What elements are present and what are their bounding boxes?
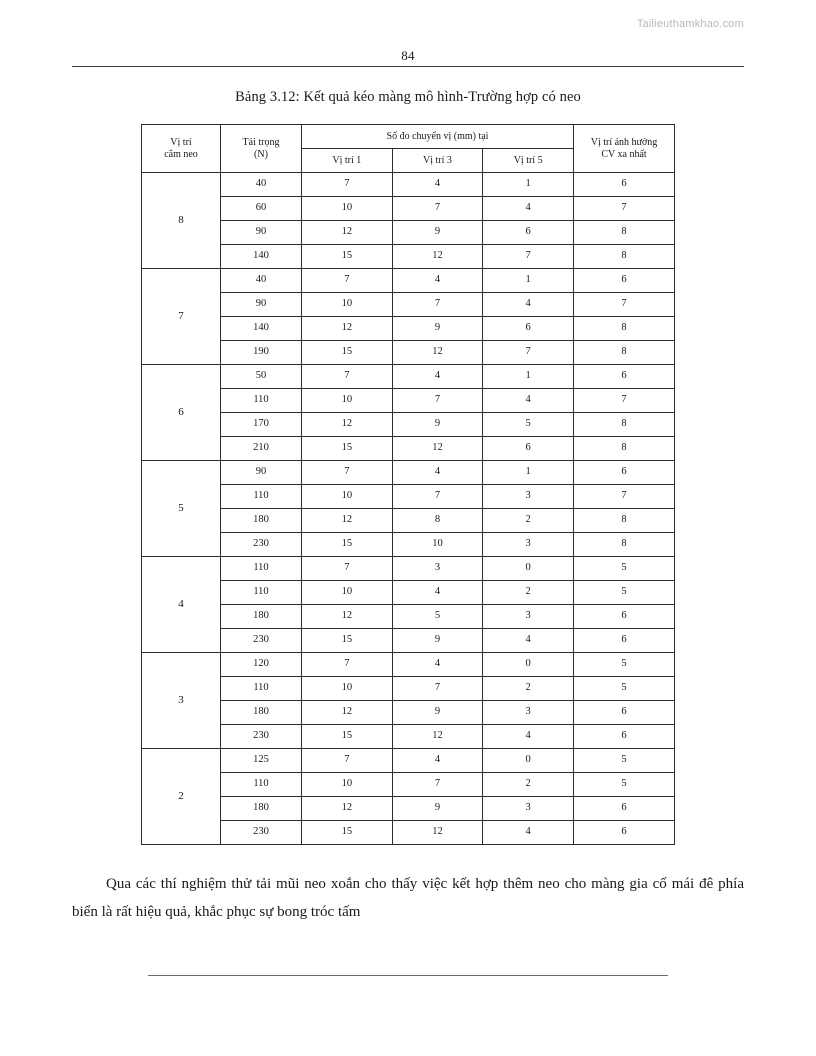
displacement-pos3-cell: 4 — [392, 269, 483, 293]
displacement-pos5-cell: 5 — [483, 413, 574, 437]
displacement-pos5-cell: 6 — [483, 437, 574, 461]
table-row — [142, 293, 675, 317]
displacement-pos1-cell: 7 — [302, 749, 393, 773]
load-cell: 110 — [221, 485, 302, 509]
farthest-influence-cell: 7 — [574, 485, 675, 509]
displacement-pos5-cell: 3 — [483, 797, 574, 821]
displacement-pos5-cell: 4 — [483, 197, 574, 221]
header-anchor-position-line1: Vị trí — [170, 137, 192, 148]
displacement-pos1-cell: 10 — [302, 581, 393, 605]
farthest-influence-cell: 6 — [574, 173, 675, 197]
displacement-pos5-cell: 3 — [483, 485, 574, 509]
table-row — [142, 317, 675, 341]
displacement-pos3-cell: 9 — [392, 317, 483, 341]
farthest-influence-cell: 6 — [574, 365, 675, 389]
header-anchor-position-line2: cắm neo — [164, 148, 198, 160]
displacement-pos3-cell: 9 — [392, 797, 483, 821]
anchor-position-cell: 8 — [142, 173, 221, 269]
displacement-pos3-cell: 7 — [392, 389, 483, 413]
displacement-pos5-cell: 3 — [483, 605, 574, 629]
farthest-influence-cell: 8 — [574, 509, 675, 533]
load-cell: 190 — [221, 341, 302, 365]
displacement-pos3-cell: 7 — [392, 677, 483, 701]
displacement-pos3-cell: 10 — [392, 533, 483, 557]
table-head — [142, 125, 675, 173]
displacement-pos1-cell: 10 — [302, 485, 393, 509]
displacement-pos3-cell: 7 — [392, 293, 483, 317]
table-row — [142, 749, 675, 773]
table-body — [142, 173, 675, 845]
header-load-line1: Tải trọng — [242, 137, 280, 148]
farthest-influence-cell: 8 — [574, 221, 675, 245]
watermark-text: Tailieuthamkhao.com — [636, 18, 744, 30]
displacement-pos3-cell: 3 — [392, 557, 483, 581]
header-anchor-position — [142, 125, 221, 173]
farthest-influence-cell: 5 — [574, 773, 675, 797]
displacement-pos3-cell: 8 — [392, 509, 483, 533]
header-position-1: Vị trí 1 — [302, 149, 393, 173]
displacement-pos1-cell: 12 — [302, 317, 393, 341]
table-caption: Bảng 3.12: Kết quả kéo màng mô hình-Trường hợp có neo — [235, 89, 581, 105]
header-position-3: Vị trí 3 — [392, 149, 483, 173]
table-row — [142, 221, 675, 245]
header-divider — [72, 66, 744, 67]
displacement-pos1-cell: 10 — [302, 677, 393, 701]
displacement-pos1-cell: 10 — [302, 293, 393, 317]
farthest-influence-cell: 6 — [574, 269, 675, 293]
load-cell: 40 — [221, 173, 302, 197]
farthest-influence-cell: 6 — [574, 797, 675, 821]
load-cell: 50 — [221, 365, 302, 389]
header-farthest-influence-line1: Vị trí ảnh hưởng — [590, 137, 658, 148]
farthest-influence-cell: 8 — [574, 245, 675, 269]
displacement-pos1-cell: 15 — [302, 533, 393, 557]
table-row — [142, 341, 675, 365]
displacement-pos5-cell: 4 — [483, 629, 574, 653]
displacement-pos5-cell: 2 — [483, 509, 574, 533]
farthest-influence-cell: 6 — [574, 701, 675, 725]
displacement-pos1-cell: 10 — [302, 773, 393, 797]
table-row — [142, 437, 675, 461]
load-cell: 90 — [221, 293, 302, 317]
displacement-pos3-cell: 12 — [392, 821, 483, 845]
farthest-influence-cell: 6 — [574, 821, 675, 845]
table-row — [142, 725, 675, 749]
displacement-pos1-cell: 12 — [302, 221, 393, 245]
displacement-pos5-cell: 1 — [483, 173, 574, 197]
header-farthest-influence — [574, 125, 675, 173]
displacement-pos3-cell: 9 — [392, 701, 483, 725]
header-position-5: Vị trí 5 — [483, 149, 574, 173]
displacement-pos5-cell: 4 — [483, 293, 574, 317]
displacement-pos3-cell: 12 — [392, 725, 483, 749]
farthest-influence-cell: 6 — [574, 605, 675, 629]
displacement-pos1-cell: 12 — [302, 509, 393, 533]
farthest-influence-cell: 8 — [574, 317, 675, 341]
load-cell: 230 — [221, 629, 302, 653]
displacement-pos3-cell: 4 — [392, 653, 483, 677]
load-cell: 230 — [221, 533, 302, 557]
displacement-pos3-cell: 4 — [392, 749, 483, 773]
load-cell: 140 — [221, 317, 302, 341]
displacement-pos3-cell: 4 — [392, 173, 483, 197]
displacement-pos1-cell: 15 — [302, 245, 393, 269]
farthest-influence-cell: 7 — [574, 389, 675, 413]
displacement-pos3-cell: 7 — [392, 197, 483, 221]
load-cell: 230 — [221, 725, 302, 749]
table-row — [142, 461, 675, 485]
table-row — [142, 365, 675, 389]
anchor-position-cell: 4 — [142, 557, 221, 653]
results-table — [141, 124, 675, 845]
displacement-pos3-cell: 7 — [392, 773, 483, 797]
displacement-pos5-cell: 6 — [483, 317, 574, 341]
load-cell: 90 — [221, 461, 302, 485]
displacement-pos1-cell: 7 — [302, 269, 393, 293]
displacement-pos5-cell: 0 — [483, 749, 574, 773]
load-cell: 180 — [221, 605, 302, 629]
body-paragraph: Qua các thí nghiệm thử tải mũi neo xoắn cho thấy việc kết hợp thêm neo cho màng gia cố mái đê phía biển là rất hiệu quả, khắc phục sự bong tróc tấm — [72, 876, 744, 920]
displacement-pos3-cell: 12 — [392, 437, 483, 461]
displacement-pos5-cell: 2 — [483, 773, 574, 797]
displacement-pos3-cell: 4 — [392, 365, 483, 389]
table-row — [142, 605, 675, 629]
table-row — [142, 821, 675, 845]
load-cell: 180 — [221, 509, 302, 533]
displacement-pos1-cell: 7 — [302, 365, 393, 389]
displacement-pos1-cell: 15 — [302, 341, 393, 365]
load-cell: 120 — [221, 653, 302, 677]
load-cell: 110 — [221, 557, 302, 581]
load-cell: 110 — [221, 677, 302, 701]
table-row — [142, 701, 675, 725]
footer-divider — [148, 975, 668, 976]
farthest-influence-cell: 5 — [574, 677, 675, 701]
table-row — [142, 557, 675, 581]
displacement-pos1-cell: 12 — [302, 605, 393, 629]
displacement-pos5-cell: 3 — [483, 533, 574, 557]
anchor-position-cell: 7 — [142, 269, 221, 365]
table-row — [142, 533, 675, 557]
table-row — [142, 653, 675, 677]
displacement-pos5-cell: 1 — [483, 365, 574, 389]
load-cell: 40 — [221, 269, 302, 293]
displacement-pos5-cell: 4 — [483, 389, 574, 413]
displacement-pos5-cell: 0 — [483, 557, 574, 581]
farthest-influence-cell: 8 — [574, 533, 675, 557]
farthest-influence-cell: 8 — [574, 341, 675, 365]
farthest-influence-cell: 8 — [574, 437, 675, 461]
displacement-pos1-cell: 7 — [302, 173, 393, 197]
header-load-line2: (N) — [254, 148, 268, 160]
displacement-pos1-cell: 15 — [302, 437, 393, 461]
displacement-pos1-cell: 15 — [302, 821, 393, 845]
load-cell: 180 — [221, 797, 302, 821]
displacement-pos5-cell: 1 — [483, 461, 574, 485]
displacement-pos5-cell: 4 — [483, 725, 574, 749]
anchor-position-cell: 2 — [142, 749, 221, 845]
header-displacement-group: Số đo chuyển vị (mm) tại — [302, 125, 574, 149]
displacement-pos3-cell: 9 — [392, 629, 483, 653]
load-cell: 140 — [221, 245, 302, 269]
load-cell: 110 — [221, 773, 302, 797]
farthest-influence-cell: 6 — [574, 629, 675, 653]
displacement-pos3-cell: 9 — [392, 221, 483, 245]
displacement-pos5-cell: 3 — [483, 701, 574, 725]
load-cell: 180 — [221, 701, 302, 725]
farthest-influence-cell: 6 — [574, 725, 675, 749]
table-row — [142, 797, 675, 821]
page-number: 84 — [401, 48, 415, 63]
load-cell: 170 — [221, 413, 302, 437]
load-cell: 110 — [221, 389, 302, 413]
displacement-pos1-cell: 12 — [302, 413, 393, 437]
table-row — [142, 581, 675, 605]
displacement-pos1-cell: 7 — [302, 653, 393, 677]
displacement-pos3-cell: 9 — [392, 413, 483, 437]
table-row — [142, 413, 675, 437]
anchor-position-cell: 3 — [142, 653, 221, 749]
displacement-pos3-cell: 7 — [392, 485, 483, 509]
displacement-pos1-cell: 10 — [302, 197, 393, 221]
table-header-row-1 — [142, 125, 675, 149]
load-cell: 210 — [221, 437, 302, 461]
displacement-pos1-cell: 12 — [302, 797, 393, 821]
displacement-pos5-cell: 7 — [483, 341, 574, 365]
load-cell: 230 — [221, 821, 302, 845]
table-row — [142, 245, 675, 269]
farthest-influence-cell: 6 — [574, 461, 675, 485]
displacement-pos5-cell: 1 — [483, 269, 574, 293]
table-row — [142, 677, 675, 701]
anchor-position-cell: 5 — [142, 461, 221, 557]
displacement-pos1-cell: 7 — [302, 557, 393, 581]
header-load — [221, 125, 302, 173]
farthest-influence-cell: 5 — [574, 749, 675, 773]
table-row — [142, 197, 675, 221]
load-cell: 125 — [221, 749, 302, 773]
displacement-pos5-cell: 0 — [483, 653, 574, 677]
table-row — [142, 269, 675, 293]
table-row — [142, 629, 675, 653]
displacement-pos5-cell: 2 — [483, 581, 574, 605]
displacement-pos3-cell: 12 — [392, 245, 483, 269]
displacement-pos3-cell: 12 — [392, 341, 483, 365]
displacement-pos5-cell: 6 — [483, 221, 574, 245]
displacement-pos5-cell: 2 — [483, 677, 574, 701]
table-row — [142, 389, 675, 413]
displacement-pos1-cell: 15 — [302, 629, 393, 653]
displacement-pos1-cell: 10 — [302, 389, 393, 413]
table-row — [142, 773, 675, 797]
displacement-pos5-cell: 4 — [483, 821, 574, 845]
table-row — [142, 485, 675, 509]
farthest-influence-cell: 5 — [574, 557, 675, 581]
load-cell: 90 — [221, 221, 302, 245]
displacement-pos1-cell: 12 — [302, 701, 393, 725]
farthest-influence-cell: 5 — [574, 581, 675, 605]
table-row — [142, 509, 675, 533]
displacement-pos5-cell: 7 — [483, 245, 574, 269]
farthest-influence-cell: 5 — [574, 653, 675, 677]
displacement-pos1-cell: 15 — [302, 725, 393, 749]
load-cell: 110 — [221, 581, 302, 605]
farthest-influence-cell: 7 — [574, 197, 675, 221]
anchor-position-cell: 6 — [142, 365, 221, 461]
farthest-influence-cell: 8 — [574, 413, 675, 437]
header-farthest-influence-line2: CV xa nhất — [601, 148, 647, 160]
displacement-pos3-cell: 5 — [392, 605, 483, 629]
table-row — [142, 173, 675, 197]
farthest-influence-cell: 7 — [574, 293, 675, 317]
load-cell: 60 — [221, 197, 302, 221]
displacement-pos3-cell: 4 — [392, 581, 483, 605]
displacement-pos3-cell: 4 — [392, 461, 483, 485]
displacement-pos1-cell: 7 — [302, 461, 393, 485]
